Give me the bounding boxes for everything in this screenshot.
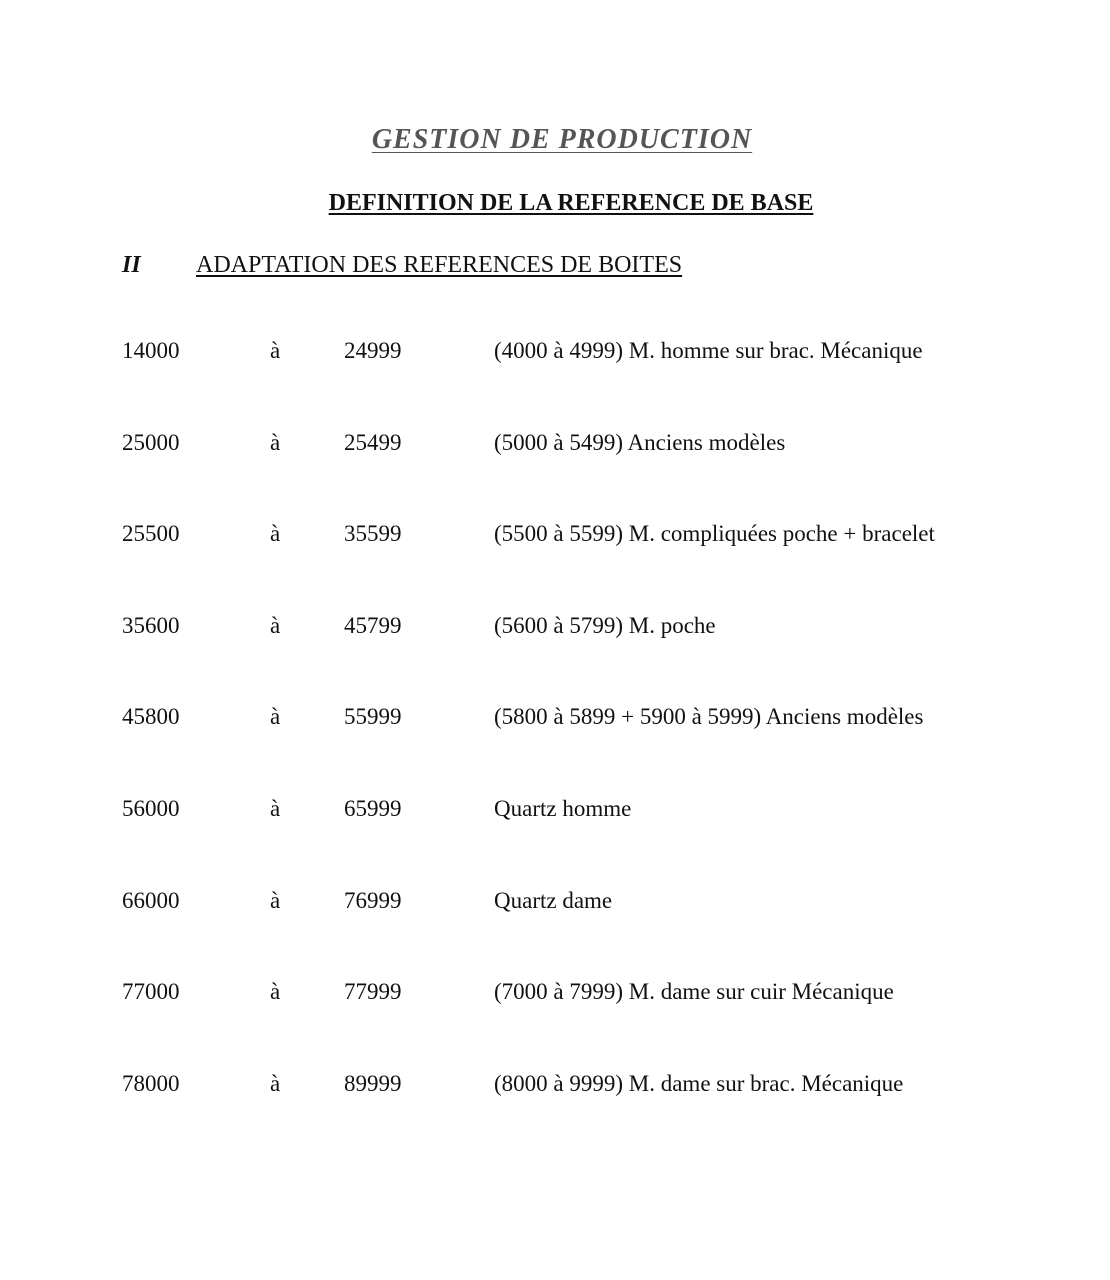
- section-number: II: [122, 252, 141, 278]
- range-end: 24999: [344, 338, 402, 363]
- range-separator: à: [270, 338, 281, 363]
- range-separator: à: [270, 612, 281, 638]
- reference-table: [0, 338, 1110, 1162]
- range-description: (4000 à 4999) M. homme sur brac. Mécanique: [494, 338, 923, 363]
- range-description: (5600 à 5799) M. poche: [494, 612, 716, 638]
- range-description: Quartz homme: [494, 795, 632, 821]
- range-end: 35599: [344, 521, 402, 547]
- range-start: 78000: [122, 1070, 180, 1096]
- range-separator: à: [270, 521, 281, 547]
- range-description: (5800 à 5899 + 5900 à 5999) Anciens modèles: [494, 704, 924, 730]
- range-start: 35600: [122, 612, 180, 638]
- table-row: [0, 796, 1110, 888]
- range-end: 76999: [344, 887, 402, 913]
- range-separator: à: [270, 704, 281, 730]
- range-separator: à: [270, 887, 281, 913]
- range-end: 77999: [344, 979, 402, 1005]
- table-row: [0, 338, 1110, 430]
- range-end: 25499: [344, 429, 402, 455]
- table-row: [0, 521, 1110, 613]
- range-start: 14000: [122, 338, 180, 363]
- range-separator: à: [270, 1070, 281, 1096]
- range-description: (5000 à 5499) Anciens modèles: [494, 429, 786, 455]
- page-subtitle: DEFINITION DE LA REFERENCE DE BASE: [328, 190, 814, 216]
- range-description: Quartz dame: [494, 887, 613, 913]
- range-separator: à: [270, 429, 281, 455]
- range-end: 65999: [344, 795, 402, 821]
- table-row: [0, 888, 1110, 980]
- table-row: [0, 979, 1110, 1071]
- range-start: 66000: [122, 887, 180, 913]
- range-separator: à: [270, 979, 281, 1005]
- range-end: 55999: [344, 704, 402, 730]
- table-row: [0, 613, 1110, 705]
- table-row: [0, 1071, 1110, 1163]
- table-row: [0, 704, 1110, 796]
- range-separator: à: [270, 795, 281, 821]
- range-description: (8000 à 9999) M. dame sur brac. Mécanique: [494, 1070, 904, 1096]
- range-end: 89999: [344, 1070, 402, 1096]
- range-start: 45800: [122, 704, 180, 730]
- range-end: 45799: [344, 612, 402, 638]
- range-description: (7000 à 7999) M. dame sur cuir Mécanique: [494, 979, 894, 1005]
- table-row: [0, 430, 1110, 522]
- page-title: GESTION DE PRODUCTION: [371, 124, 753, 155]
- range-start: 56000: [122, 795, 180, 821]
- section-title: ADAPTATION DES REFERENCES DE BOITES: [196, 252, 683, 278]
- range-start: 25000: [122, 429, 180, 455]
- range-start: 77000: [122, 979, 180, 1005]
- range-start: 25500: [122, 521, 180, 547]
- range-description: (5500 à 5599) M. compliquées poche + bracelet: [494, 521, 935, 547]
